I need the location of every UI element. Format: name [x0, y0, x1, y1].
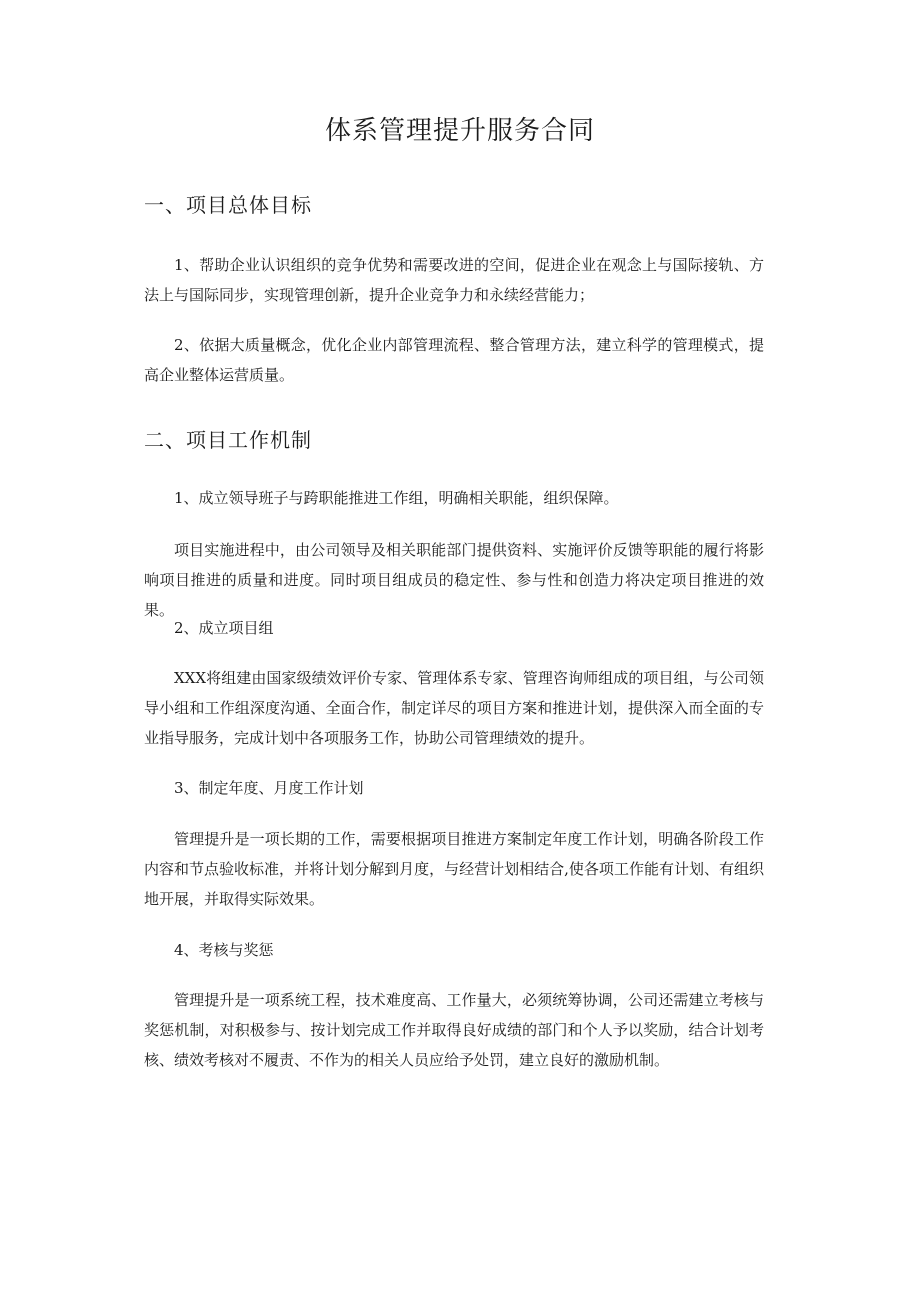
- item-1-leadership-group: 1、成立领导班子与跨职能推进工作组，明确相关职能，组织保障。: [174, 489, 619, 507]
- paragraph-implementation: 项目实施进程中，由公司领导及相关职能部门提供资料、实施评价反馈等职能的履行将影响项目推进的质量和进度。同时项目组成员的稳定性、参与性和创造力将决定项目推进的效果。: [144, 541, 764, 619]
- paragraph-goal-1: 1、帮助企业认识组织的竞争优势和需要改进的空间，促进企业在观念上与国际接轨、方法上与国际同步，实现管理创新，提升企业竞争力和永续经营能力；: [144, 256, 764, 304]
- document-title: 体系管理提升服务合同: [324, 116, 595, 146]
- paragraph-goal-2: 2、依据大质量概念，优化企业内部管理流程、整合管理方法，建立科学的管理模式，提高企业整体运营质量。: [144, 336, 764, 384]
- item-2-project-team: 2、成立项目组: [174, 619, 274, 637]
- item-3-work-plan: 3、制定年度、月度工作计划: [174, 779, 364, 797]
- section-heading-work-mechanism: 二、项目工作机制: [144, 428, 312, 452]
- section-heading-project-goals: 一、项目总体目标: [144, 193, 312, 217]
- paragraph-assessment: 管理提升是一项系统工程，技术难度高、工作量大，必须统筹协调，公司还需建立考核与奖惩机制，对积极参与、按计划完成工作并取得良好成绩的部门和个人予以奖励，结合计划考核、绩效考核对不履责、不作为的相关人员应给予处罚，建立良好的激励机制。: [144, 991, 764, 1069]
- paragraph-project-team: XXX将组建由国家级绩效评价专家、管理体系专家、管理咨询师组成的项目组，与公司领导小组和工作组深度沟通、全面合作，制定详尽的项目方案和推进计划，提供深入而全面的专业指导服务，完成计划中各项服务工作，协助公司管理绩效的提升。: [144, 669, 764, 747]
- paragraph-work-plan: 管理提升是一项长期的工作，需要根据项目推进方案制定年度工作计划，明确各阶段工作内容和节点验收标准，并将计划分解到月度，与经营计划相结合,使各项工作能有计划、有组织地开展，并取得实际效果。: [144, 830, 764, 908]
- item-4-assessment: 4、考核与奖惩: [174, 941, 274, 959]
